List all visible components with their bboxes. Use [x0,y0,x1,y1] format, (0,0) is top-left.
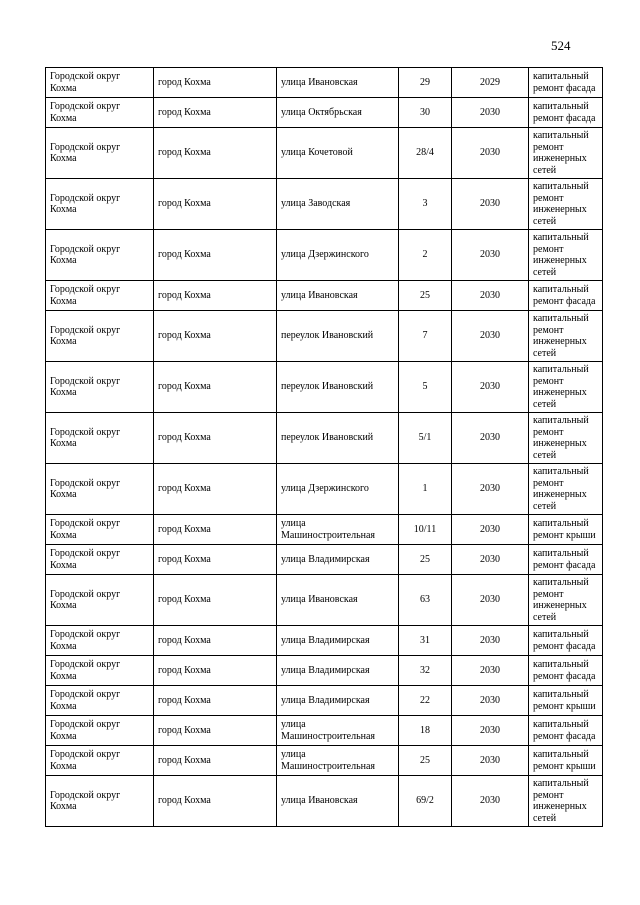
table-row [46,311,603,362]
house-number-cell: 5 [399,362,452,413]
city-cell: город Кохма [154,128,277,179]
street-cell: переулок Ивановский [277,413,399,464]
street-cell: улица Владимирская [277,686,399,716]
year-cell: 2030 [452,230,529,281]
page-number: 524 [551,38,571,53]
table-row [46,68,603,98]
district-cell: Городской округ Кохма [46,746,154,776]
district-cell: Городской округ Кохма [46,413,154,464]
street-cell: переулок Ивановский [277,311,399,362]
street-cell: улица Дзержинского [277,464,399,515]
house-number-cell: 1 [399,464,452,515]
house-number-cell: 32 [399,656,452,686]
district-cell: Городской округ Кохма [46,281,154,311]
house-number-cell: 10/11 [399,515,452,545]
district-cell: Городской округ Кохма [46,98,154,128]
house-number-cell: 5/1 [399,413,452,464]
table-row [46,281,603,311]
table-body [46,68,603,827]
house-number-cell: 31 [399,626,452,656]
work-type-cell: капитальный ремонт крыши [529,515,603,545]
city-cell: город Кохма [154,311,277,362]
city-cell: город Кохма [154,575,277,626]
year-cell: 2030 [452,575,529,626]
street-cell: улица Октябрьская [277,98,399,128]
district-cell: Городской округ Кохма [46,656,154,686]
house-number-cell: 69/2 [399,776,452,827]
district-cell: Городской округ Кохма [46,575,154,626]
year-cell: 2030 [452,281,529,311]
table-row [46,464,603,515]
year-cell: 2030 [452,626,529,656]
street-cell: улица Дзержинского [277,230,399,281]
year-cell: 2029 [452,68,529,98]
work-type-cell: капитальный ремонт инженерных сетей [529,776,603,827]
street-cell: улица Машиностроительная [277,746,399,776]
work-type-cell: капитальный ремонт инженерных сетей [529,575,603,626]
work-type-cell: капитальный ремонт инженерных сетей [529,413,603,464]
street-cell: улица Владимирская [277,656,399,686]
district-cell: Городской округ Кохма [46,68,154,98]
year-cell: 2030 [452,746,529,776]
district-cell: Городской округ Кохма [46,626,154,656]
house-number-cell: 2 [399,230,452,281]
district-cell: Городской округ Кохма [46,716,154,746]
house-number-cell: 3 [399,179,452,230]
city-cell: город Кохма [154,230,277,281]
table-row [46,686,603,716]
city-cell: город Кохма [154,515,277,545]
district-cell: Городской округ Кохма [46,686,154,716]
repair-schedule-table [45,67,603,827]
city-cell: город Кохма [154,464,277,515]
table-row [46,716,603,746]
house-number-cell: 25 [399,281,452,311]
work-type-cell: капитальный ремонт крыши [529,746,603,776]
district-cell: Городской округ Кохма [46,311,154,362]
city-cell: город Кохма [154,179,277,230]
work-type-cell: капитальный ремонт фасада [529,626,603,656]
work-type-cell: капитальный ремонт фасада [529,68,603,98]
work-type-cell: капитальный ремонт инженерных сетей [529,179,603,230]
year-cell: 2030 [452,716,529,746]
city-cell: город Кохма [154,362,277,413]
table-row [46,128,603,179]
district-cell: Городской округ Кохма [46,515,154,545]
city-cell: город Кохма [154,281,277,311]
street-cell: улица Ивановская [277,281,399,311]
year-cell: 2030 [452,98,529,128]
table-row [46,575,603,626]
table-row [46,776,603,827]
city-cell: город Кохма [154,746,277,776]
street-cell: улица Машиностроительная [277,716,399,746]
year-cell: 2030 [452,413,529,464]
house-number-cell: 28/4 [399,128,452,179]
year-cell: 2030 [452,311,529,362]
year-cell: 2030 [452,362,529,413]
work-type-cell: капитальный ремонт инженерных сетей [529,230,603,281]
house-number-cell: 30 [399,98,452,128]
work-type-cell: капитальный ремонт фасада [529,656,603,686]
house-number-cell: 22 [399,686,452,716]
table-row [46,515,603,545]
street-cell: улица Ивановская [277,575,399,626]
year-cell: 2030 [452,464,529,515]
table-row [46,230,603,281]
street-cell: переулок Ивановский [277,362,399,413]
house-number-cell: 18 [399,716,452,746]
city-cell: город Кохма [154,776,277,827]
street-cell: улица Ивановская [277,68,399,98]
year-cell: 2030 [452,776,529,827]
city-cell: город Кохма [154,68,277,98]
district-cell: Городской округ Кохма [46,362,154,413]
table-row [46,746,603,776]
city-cell: город Кохма [154,716,277,746]
table-row [46,98,603,128]
year-cell: 2030 [452,545,529,575]
city-cell: город Кохма [154,626,277,656]
city-cell: город Кохма [154,98,277,128]
year-cell: 2030 [452,656,529,686]
work-type-cell: капитальный ремонт фасада [529,716,603,746]
district-cell: Городской округ Кохма [46,776,154,827]
house-number-cell: 25 [399,545,452,575]
house-number-cell: 25 [399,746,452,776]
house-number-cell: 7 [399,311,452,362]
work-type-cell: капитальный ремонт фасада [529,545,603,575]
work-type-cell: капитальный ремонт крыши [529,686,603,716]
district-cell: Городской округ Кохма [46,179,154,230]
work-type-cell: капитальный ремонт инженерных сетей [529,128,603,179]
table-row [46,413,603,464]
year-cell: 2030 [452,128,529,179]
work-type-cell: капитальный ремонт фасада [529,98,603,128]
street-cell: улица Кочетовой [277,128,399,179]
city-cell: город Кохма [154,656,277,686]
work-type-cell: капитальный ремонт инженерных сетей [529,311,603,362]
street-cell: улица Владимирская [277,545,399,575]
table-row [46,179,603,230]
street-cell: улица Заводская [277,179,399,230]
district-cell: Городской округ Кохма [46,545,154,575]
table-row [46,362,603,413]
street-cell: улица Владимирская [277,626,399,656]
work-type-cell: капитальный ремонт инженерных сетей [529,362,603,413]
district-cell: Городской округ Кохма [46,464,154,515]
street-cell: улица Ивановская [277,776,399,827]
year-cell: 2030 [452,686,529,716]
table-row [46,626,603,656]
street-cell: улица Машиностроительная [277,515,399,545]
table-row [46,545,603,575]
district-cell: Городской округ Кохма [46,230,154,281]
year-cell: 2030 [452,515,529,545]
house-number-cell: 29 [399,68,452,98]
table-row [46,656,603,686]
city-cell: город Кохма [154,545,277,575]
house-number-cell: 63 [399,575,452,626]
district-cell: Городской округ Кохма [46,128,154,179]
city-cell: город Кохма [154,413,277,464]
city-cell: город Кохма [154,686,277,716]
work-type-cell: капитальный ремонт инженерных сетей [529,464,603,515]
work-type-cell: капитальный ремонт фасада [529,281,603,311]
year-cell: 2030 [452,179,529,230]
